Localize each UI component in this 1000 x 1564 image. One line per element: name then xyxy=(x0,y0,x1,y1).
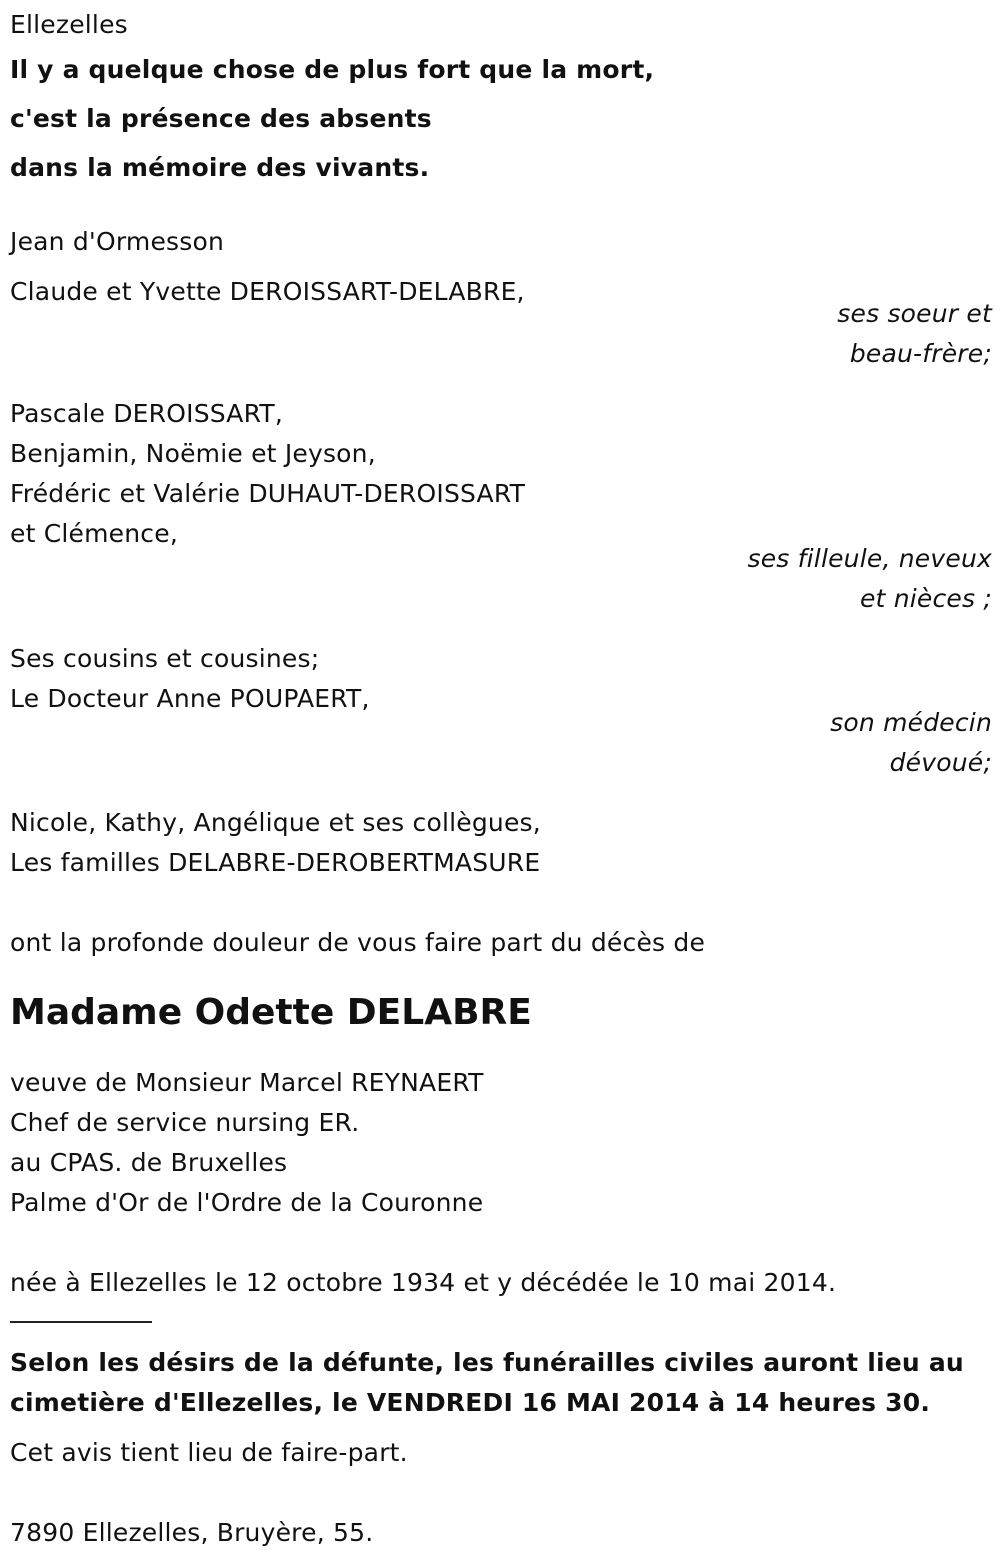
quote-line: dans la mémoire des vivants. xyxy=(10,153,430,182)
detail-line: veuve de Monsieur Marcel REYNAERT xyxy=(10,1068,484,1097)
funeral-line: cimetière d'Ellezelles, le VENDREDI 16 MAI 2014 à 14 heures 30. xyxy=(10,1388,931,1417)
family-group xyxy=(10,272,992,374)
funeral-line: Selon les désirs de la défunte, les funérailles civiles auront lieu au xyxy=(10,1348,964,1377)
location-heading: Ellezelles xyxy=(10,10,128,39)
detail-line: au CPAS. de Bruxelles xyxy=(10,1148,288,1177)
family-name-line: Pascale DEROISSART, xyxy=(10,399,283,428)
family-relation: et nièces ; xyxy=(859,584,992,613)
family-relation: dévoué; xyxy=(889,748,992,777)
birth-death-dates: née à Ellezelles le 12 octobre 1934 et y décédée le 10 mai 2014. xyxy=(10,1268,837,1297)
deceased-details xyxy=(10,1063,992,1223)
obituary-notice xyxy=(10,0,992,1553)
family-relation: beau-frère; xyxy=(849,339,992,368)
family-name-line: Le Docteur Anne POUPAERT, xyxy=(10,684,370,713)
detail-line: Palme d'Or de l'Ordre de la Couronne xyxy=(10,1188,484,1217)
detail-line: Chef de service nursing ER. xyxy=(10,1108,360,1137)
family-group xyxy=(10,803,992,883)
family-name-line: Ses cousins et cousines; xyxy=(10,644,320,673)
family-relation: son médecin xyxy=(830,708,992,737)
family-name-line: Nicole, Kathy, Angélique et ses collègues, xyxy=(10,808,541,837)
family-name-line: Les familles DELABRE-DEROBERTMASURE xyxy=(10,848,541,877)
divider xyxy=(10,1321,152,1323)
family-group xyxy=(10,394,992,619)
family-relation: ses filleule, neveux xyxy=(747,544,992,573)
announcement: ont la profonde douleur de vous faire part du décès de xyxy=(10,928,706,957)
quote-block xyxy=(10,45,992,192)
quote-line: c'est la présence des absents xyxy=(10,104,432,133)
family-group xyxy=(10,639,992,783)
address: 7890 Ellezelles, Bruyère, 55. xyxy=(10,1518,374,1547)
notice-text: Cet avis tient lieu de faire-part. xyxy=(10,1438,408,1467)
family-name-line: et Clémence, xyxy=(10,519,178,548)
quote-line: Il y a quelque chose de plus fort que la mort, xyxy=(10,55,655,84)
family-name-line: Claude et Yvette DEROISSART-DELABRE, xyxy=(10,277,525,306)
family-name-line: Frédéric et Valérie DUHAUT-DEROISSART xyxy=(10,479,526,508)
deceased-name: Madame Odette DELABRE xyxy=(10,992,532,1033)
funeral-info xyxy=(10,1343,992,1423)
family-relation: ses soeur et xyxy=(837,299,992,328)
family-name-line: Benjamin, Noëmie et Jeyson, xyxy=(10,439,376,468)
quote-author: Jean d'Ormesson xyxy=(10,227,225,256)
